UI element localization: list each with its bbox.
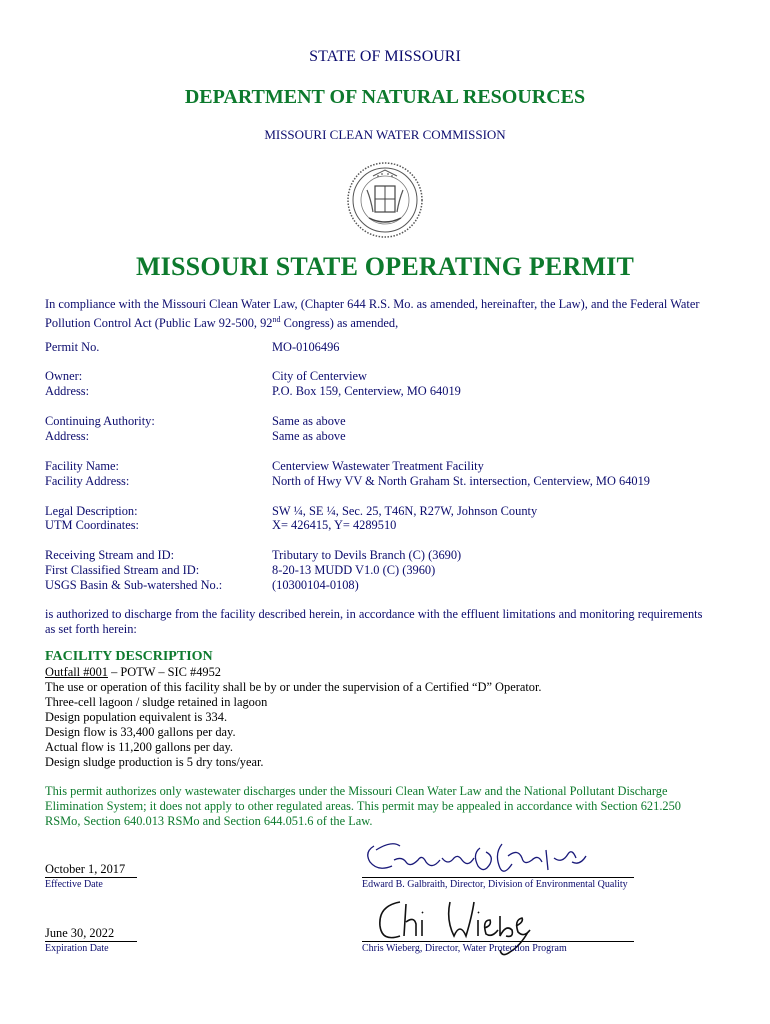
expiration-date-underline bbox=[45, 941, 137, 942]
permit-title: MISSOURI STATE OPERATING PERMIT bbox=[135, 252, 635, 281]
expiration-date: June 30, 2022 bbox=[45, 926, 115, 940]
description-line: Design population equivalent is 334. bbox=[45, 710, 228, 724]
expiration-date-label: Expiration Date bbox=[45, 943, 109, 954]
receiving-stream-value: Tributary to Devils Branch (C) (3690) bbox=[272, 548, 462, 562]
authorization-line-2: as set forth herein: bbox=[45, 622, 137, 636]
usgs-label: USGS Basin & Sub-watershed No.: bbox=[45, 578, 223, 592]
owner-address-value: P.O. Box 159, Centerview, MO 64019 bbox=[272, 384, 461, 398]
description-line: Actual flow is 11,200 gallons per day. bbox=[45, 740, 234, 754]
facility-description-heading: FACILITY DESCRIPTION bbox=[45, 649, 213, 664]
intro-line-2 bbox=[45, 312, 735, 331]
first-classified-value: 8-20-13 MUDD V1.0 (C) (3960) bbox=[272, 563, 436, 577]
effective-date: October 1, 2017 bbox=[45, 862, 126, 876]
owner-label: Owner: bbox=[45, 369, 83, 383]
signature-line-1 bbox=[362, 877, 634, 878]
receiving-stream-label: Receiving Stream and ID: bbox=[45, 548, 175, 562]
description-line: The use or operation of this facility shall be by or under the supervision of a Certified “D” Operator. bbox=[45, 680, 542, 694]
effective-date-label: Effective Date bbox=[45, 879, 103, 890]
outfall-details: – POTW – SIC #4952 bbox=[107, 665, 222, 679]
facility-description bbox=[45, 665, 735, 770]
wieberg-title: Chris Wieberg, Director, Water Protection Program bbox=[362, 943, 567, 954]
ca-address-label: Address: bbox=[45, 429, 90, 443]
description-line: Design sludge production is 5 dry tons/year. bbox=[45, 755, 264, 769]
utm-label: UTM Coordinates: bbox=[45, 518, 139, 532]
description-line: Design flow is 33,400 gallons per day. bbox=[45, 725, 236, 739]
continuing-authority-value: Same as above bbox=[272, 414, 346, 428]
state-heading: STATE OF MISSOURI bbox=[309, 48, 461, 65]
commission-heading: MISSOURI CLEAN WATER COMMISSION bbox=[264, 127, 506, 142]
legal-description-label: Legal Description: bbox=[45, 504, 138, 518]
permit-notice bbox=[45, 784, 735, 829]
state-seal-icon bbox=[345, 160, 425, 240]
continuing-authority-label: Continuing Authority: bbox=[45, 414, 155, 428]
compliance-intro bbox=[45, 297, 735, 331]
first-classified-label: First Classified Stream and ID: bbox=[45, 563, 200, 577]
owner-value: City of Centerview bbox=[272, 369, 367, 383]
facility-name-label: Facility Name: bbox=[45, 459, 119, 473]
facility-address-value: North of Hwy VV & North Graham St. intersection, Centerview, MO 64019 bbox=[272, 474, 650, 488]
facility-name-value: Centerview Wastewater Treatment Facility bbox=[272, 459, 484, 473]
intro-line-2-text: Pollution Control Act (Public Law 92-500, 92 bbox=[45, 316, 273, 331]
utm-value: X= 426415, Y= 4289510 bbox=[272, 518, 397, 532]
department-heading: DEPARTMENT OF NATURAL RESOURCES bbox=[184, 86, 586, 108]
outfall-id: Outfall #001 bbox=[45, 665, 108, 679]
authorization-statement bbox=[45, 607, 735, 637]
permit-no-value: MO-0106496 bbox=[272, 340, 340, 354]
intro-line-1: In compliance with the Missouri Clean Water Law, (Chapter 644 R.S. Mo. as amended, hereinafter, the Law), and the Federal Water bbox=[45, 297, 700, 311]
authorization-line-1: is authorized to discharge from the facility described herein, in accordance with the effluent limitations and monitoring requirements bbox=[45, 607, 703, 621]
facility-address-label: Facility Address: bbox=[45, 474, 130, 488]
owner-address-label: Address: bbox=[45, 384, 90, 398]
usgs-value: (10300104-0108) bbox=[272, 578, 359, 592]
signature-line-2 bbox=[362, 941, 634, 942]
permit-no-label: Permit No. bbox=[45, 340, 100, 354]
ca-address-value: Same as above bbox=[272, 429, 346, 443]
notice-line-2: Elimination System; it does not apply to other regulated areas. This permit may be appealed in accordance with Section 621.250 bbox=[45, 799, 681, 813]
intro-superscript: nd bbox=[272, 315, 281, 324]
effective-date-underline bbox=[45, 877, 137, 878]
notice-line-3: RSMo, Section 640.013 RSMo and Section 644.051.6 of the Law. bbox=[45, 814, 373, 828]
legal-description-value: SW ¼, SE ¼, Sec. 25, T46N, R27W, Johnson County bbox=[272, 504, 538, 518]
outfall-line bbox=[45, 665, 735, 680]
description-line: Three-cell lagoon / sludge retained in lagoon bbox=[45, 695, 268, 709]
galbraith-title: Edward B. Galbraith, Director, Division of Environmental Quality bbox=[362, 879, 628, 890]
intro-line-2-end: Congress) as amended, bbox=[280, 316, 399, 331]
notice-line-1: This permit authorizes only wastewater discharges under the Missouri Clean Water Law and the National Pollutant Discharge bbox=[45, 784, 668, 798]
